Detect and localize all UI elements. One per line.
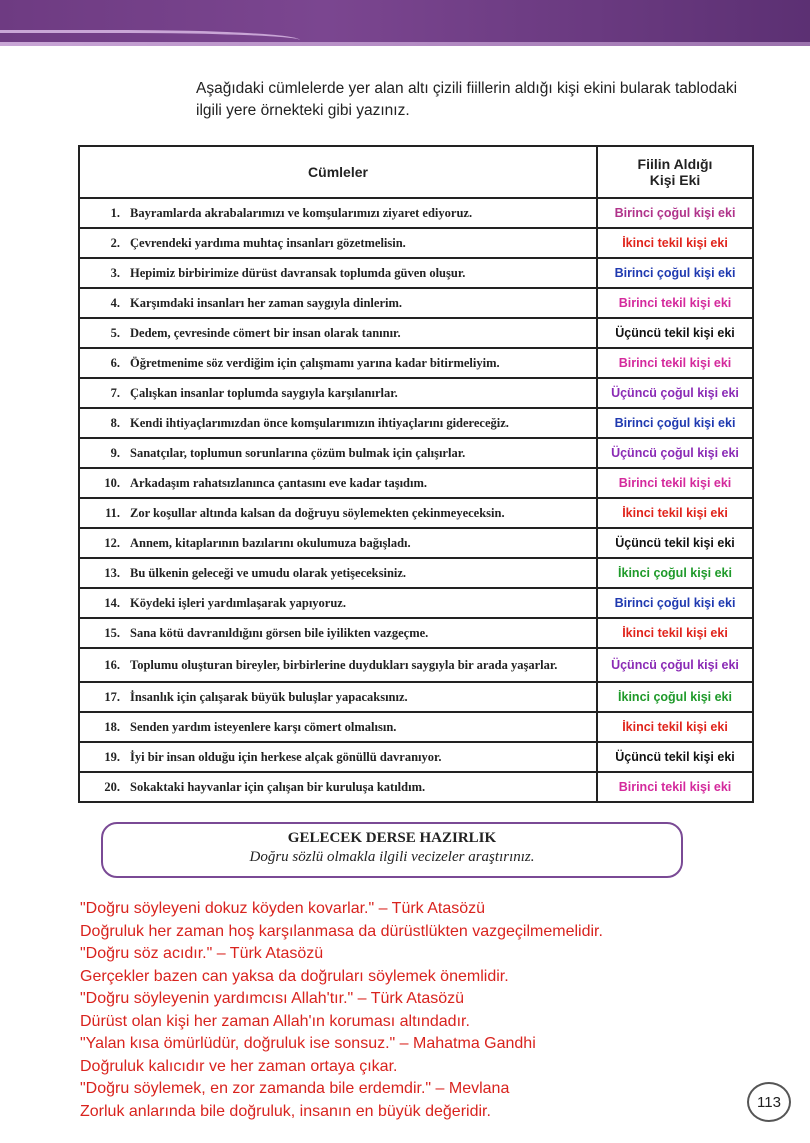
row-number: 12.: [104, 536, 120, 550]
sentence-text: Bu ülkenin geleceği ve umudu olarak yetişeceksiniz.: [130, 566, 407, 580]
table-header-row: [79, 146, 753, 198]
suffix-cell: İkinci tekil kişi eki: [597, 228, 753, 258]
sentence-text: Sanatçılar, toplumun sorunlarına çözüm bulmak için çalışırlar.: [130, 446, 466, 460]
suffix-cell: Birinci tekil kişi eki: [597, 348, 753, 378]
table-row: [79, 408, 753, 438]
table-row: [79, 498, 753, 528]
row-number: 8.: [110, 416, 120, 430]
quote-line: Doğruluk kalıcıdır ve her zaman ortaya çıkar.: [80, 1057, 398, 1075]
row-number: 2.: [110, 236, 120, 250]
suffix-cell: İkinci çoğul kişi eki: [597, 682, 753, 712]
table-row: [79, 288, 753, 318]
suffix-cell: Üçüncü tekil kişi eki: [597, 742, 753, 772]
table-row: [79, 588, 753, 618]
table-row: [79, 198, 753, 228]
row-number: 16.: [104, 658, 120, 672]
row-number: 10.: [104, 476, 120, 490]
suffix-cell: Birinci çoğul kişi eki: [597, 408, 753, 438]
sentence-text: Annem, kitaplarının bazılarını okulumuza bağışladı.: [130, 536, 411, 550]
sentence-cell: [79, 198, 597, 228]
sentence-cell: [79, 408, 597, 438]
header-suffix-line1: Fiilin Aldığı: [637, 156, 713, 172]
table-row: [79, 742, 753, 772]
sentence-cell: [79, 588, 597, 618]
quote-line: "Doğru söz acıdır." – Türk Atasözü: [80, 945, 324, 962]
table-row: [79, 348, 753, 378]
verb-suffix-table: [78, 145, 754, 803]
row-number: 6.: [110, 356, 120, 370]
prep-title: GELECEK DERSE HAZIRLIK: [287, 830, 497, 846]
suffix-cell: Birinci çoğul kişi eki: [597, 198, 753, 228]
quote-line: "Doğru söylemek, en zor zamanda bile erdemdir." – Mevlana: [80, 1080, 510, 1097]
table-row: [79, 258, 753, 288]
table-row: [79, 618, 753, 648]
sentence-text: Sokaktaki hayvanlar için çalışan bir kuruluşa katıldım.: [130, 780, 426, 794]
sentence-cell: [79, 228, 597, 258]
sentence-text: İyi bir insan olduğu için herkese alçak gönüllü davranıyor.: [130, 750, 442, 764]
sentence-cell: [79, 438, 597, 468]
table-row: [79, 772, 753, 802]
table-row: [79, 682, 753, 712]
sentence-cell: [79, 258, 597, 288]
row-number: 4.: [110, 296, 120, 310]
sentence-text: Çalışkan insanlar toplumda saygıyla karşılanırlar.: [130, 386, 398, 400]
suffix-cell: Birinci çoğul kişi eki: [597, 258, 753, 288]
row-number: 1.: [110, 206, 120, 220]
suffix-cell: Üçüncü tekil kişi eki: [597, 528, 753, 558]
quote-line: Dürüst olan kişi her zaman Allah'ın koruması altındadır.: [80, 1012, 470, 1030]
sentence-cell: [79, 288, 597, 318]
row-number: 3.: [110, 266, 120, 280]
sentence-text: Arkadaşım rahatsızlanınca çantasını eve kadar taşıdım.: [130, 476, 428, 490]
sentence-cell: [79, 378, 597, 408]
quotes-list: [80, 898, 780, 1123]
table-row: [79, 468, 753, 498]
quote-line: "Yalan kısa ömürlüdür, doğruluk ise sonsuz." – Mahatma Gandhi: [80, 1035, 536, 1052]
sentence-text: İnsanlık için çalışarak büyük buluşlar yapacaksınız.: [130, 690, 408, 704]
row-number: 9.: [110, 446, 120, 460]
suffix-cell: Üçüncü çoğul kişi eki: [597, 438, 753, 468]
sentence-text: Bayramlarda akrabalarımızı ve komşularımızı ziyaret ediyoruz.: [130, 206, 473, 220]
suffix-cell: Üçüncü çoğul kişi eki: [597, 378, 753, 408]
sentence-text: Senden yardım isteyenlere karşı cömert olmalısın.: [130, 720, 397, 734]
header-curve: [0, 30, 300, 47]
row-number: 7.: [110, 386, 120, 400]
header-sentences: Cümleler: [79, 146, 597, 198]
sentence-cell: [79, 498, 597, 528]
sentence-text: Çevrendeki yardıma muhtaç insanları gözetmelisin.: [130, 236, 406, 250]
table-row: [79, 318, 753, 348]
quote-line: Doğruluk her zaman hoş karşılanmasa da dürüstlükten vazgeçilmemelidir.: [80, 922, 603, 940]
row-number: 11.: [105, 506, 120, 520]
next-lesson-box: [101, 822, 683, 878]
sentence-text: Toplumu oluşturan bireyler, birbirlerine duydukları saygıyla bir arada yaşarlar.: [130, 658, 558, 672]
row-number: 18.: [104, 720, 120, 734]
suffix-cell: Üçüncü çoğul kişi eki: [597, 648, 753, 682]
sentence-text: Zor koşullar altında kalsan da doğruyu söylemekten çekinmeyeceksin.: [130, 506, 505, 520]
suffix-cell: Birinci tekil kişi eki: [597, 772, 753, 802]
quote-line: "Doğru söyleyeni dokuz köyden kovarlar." – Türk Atasözü: [80, 900, 486, 917]
table-row: [79, 378, 753, 408]
sentence-cell: [79, 712, 597, 742]
table-row: [79, 712, 753, 742]
sentence-text: Sana kötü davranıldığını görsen bile iyilikten vazgeçme.: [130, 626, 429, 640]
suffix-cell: Birinci çoğul kişi eki: [597, 588, 753, 618]
row-number: 17.: [104, 690, 120, 704]
sentence-text: Öğretmenime söz verdiğim için çalışmamı yarına kadar bitirmeliyim.: [130, 356, 500, 370]
suffix-cell: Birinci tekil kişi eki: [597, 468, 753, 498]
table-row: [79, 438, 753, 468]
row-number: 15.: [104, 626, 120, 640]
suffix-cell: İkinci tekil kişi eki: [597, 498, 753, 528]
quote-line: Gerçekler bazen can yaksa da doğruları söylemek önemlidir.: [80, 967, 509, 985]
row-number: 20.: [104, 780, 120, 794]
sentence-cell: [79, 318, 597, 348]
sentence-cell: [79, 618, 597, 648]
sentence-cell: [79, 682, 597, 712]
instructions-text: Aşağıdaki cümlelerde yer alan altı çizili fiillerin aldığı kişi ekini bularak tablodaki ilgili yere örnekteki gibi yazınız.: [196, 80, 738, 119]
row-number: 5.: [110, 326, 120, 340]
header-band: [0, 0, 810, 42]
prep-subtitle: Doğru sözlü olmakla ilgili vecizeler araştırınız.: [249, 849, 535, 865]
header-suffix: [597, 146, 753, 198]
sentence-text: Hepimiz birbirimize dürüst davransak toplumda güven oluşur.: [130, 266, 466, 280]
table-row: [79, 648, 753, 682]
sentence-cell: [79, 468, 597, 498]
row-number: 14.: [104, 596, 120, 610]
row-number: 13.: [104, 566, 120, 580]
sentence-text: Kendi ihtiyaçlarımızdan önce komşularımızın ihtiyaçlarını gidereceğiz.: [130, 416, 509, 430]
sentence-cell: [79, 742, 597, 772]
quote-line: "Doğru söyleyenin yardımcısı Allah'tır." – Türk Atasözü: [80, 990, 465, 1007]
sentence-text: Dedem, çevresinde cömert bir insan olarak tanınır.: [130, 326, 401, 340]
header-suffix-line2: Kişi Eki: [649, 172, 701, 188]
sentence-cell: [79, 648, 597, 682]
quote-line: Zorluk anlarında bile doğruluk, insanın en büyük değeridir.: [80, 1102, 491, 1120]
page-number: 113: [747, 1082, 791, 1122]
suffix-cell: İkinci tekil kişi eki: [597, 618, 753, 648]
table-row: [79, 558, 753, 588]
table-row: [79, 528, 753, 558]
sentence-cell: [79, 528, 597, 558]
sentence-text: Köydeki işleri yardımlaşarak yapıyoruz.: [130, 596, 346, 610]
suffix-cell: İkinci çoğul kişi eki: [597, 558, 753, 588]
suffix-cell: İkinci tekil kişi eki: [597, 712, 753, 742]
sentence-cell: [79, 772, 597, 802]
sentence-cell: [79, 348, 597, 378]
suffix-cell: Birinci tekil kişi eki: [597, 288, 753, 318]
table-row: [79, 228, 753, 258]
sentence-cell: [79, 558, 597, 588]
row-number: 19.: [104, 750, 120, 764]
suffix-cell: Üçüncü tekil kişi eki: [597, 318, 753, 348]
sentence-text: Karşımdaki insanları her zaman saygıyla dinlerim.: [130, 296, 403, 310]
